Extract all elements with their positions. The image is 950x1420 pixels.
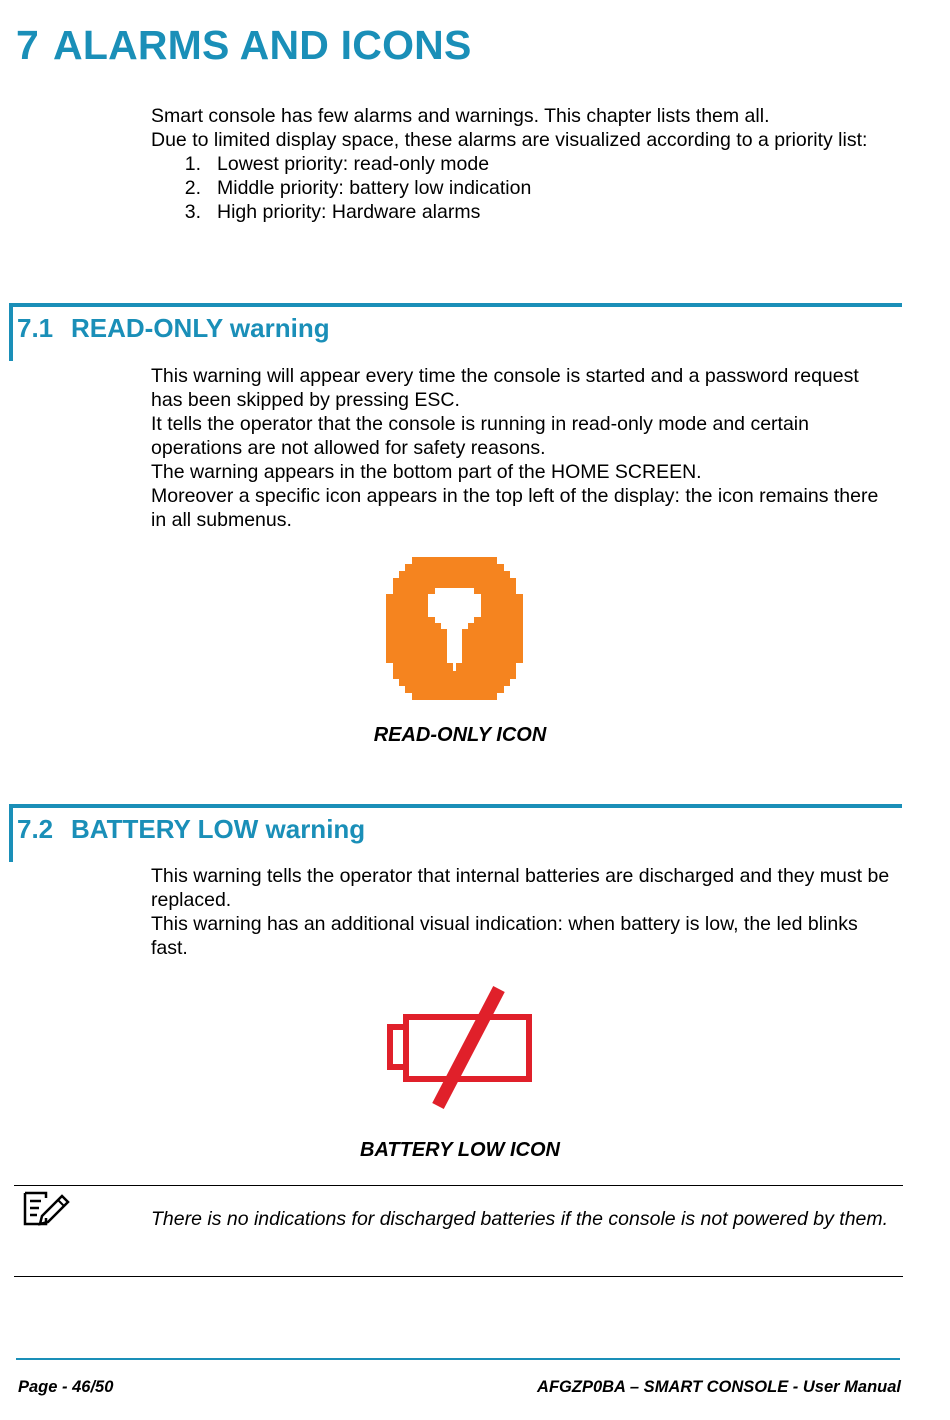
list-text: High priority: Hardware alarms — [217, 201, 481, 223]
section-header-read-only — [9, 303, 902, 361]
paragraph: This warning tells the operator that internal batteries are discharged and they must be replaced. — [151, 865, 890, 911]
priority-list — [151, 152, 891, 224]
paragraph: This warning has an additional visual indication: when battery is low, the led blinks fast. — [151, 913, 858, 959]
chapter-title — [16, 22, 472, 69]
paragraph: It tells the operator that the console is running in read-only mode and certain operations are not allowed for safety reasons. — [151, 413, 809, 459]
battery-low-description — [151, 864, 891, 960]
section-title-text: READ-ONLY warning — [71, 313, 330, 343]
read-only-description — [151, 364, 891, 532]
list-text: Middle priority: battery low indication — [217, 177, 532, 199]
keyhole-icon — [386, 557, 523, 700]
list-number: 1. — [184, 153, 201, 175]
section-title — [17, 814, 365, 845]
chapter-number: 7 — [16, 22, 40, 68]
section-header-battery-low — [9, 804, 902, 862]
list-item — [151, 152, 891, 176]
footer-divider — [16, 1358, 900, 1360]
footer-document-title: AFGZP0BA – SMART CONSOLE - User Manual — [537, 1378, 901, 1396]
section-number: 7.2 — [17, 814, 54, 844]
intro-line: Due to limited display space, these alarms are visualized according to a priority list: — [151, 129, 868, 151]
note-bottom-divider — [14, 1276, 903, 1277]
section-title-text: BATTERY LOW warning — [71, 814, 366, 844]
paragraph: This warning will appear every time the console is started and a password request has been skipped by pressing ESC. — [151, 365, 859, 411]
footer-page-number: Page - 46/50 — [18, 1378, 114, 1396]
note-top-divider — [14, 1185, 903, 1186]
note-text: There is no indications for discharged batteries if the console is not powered by them. — [151, 1208, 889, 1230]
intro-line: Smart console has few alarms and warnings. This chapter lists them all. — [151, 105, 770, 127]
list-number: 2. — [184, 177, 201, 199]
list-item — [151, 176, 891, 200]
battery-low-caption: BATTERY LOW ICON — [360, 1139, 560, 1161]
list-item — [151, 200, 891, 224]
chapter-title-text: ALARMS AND ICONS — [53, 22, 472, 68]
section-title — [17, 313, 330, 344]
paragraph: The warning appears in the bottom part of the HOME SCREEN. — [151, 461, 702, 483]
list-number: 3. — [184, 201, 201, 223]
battery-low-icon — [386, 984, 534, 1112]
note-pencil-icon — [22, 1190, 70, 1228]
list-text: Lowest priority: read-only mode — [217, 153, 490, 175]
paragraph: Moreover a specific icon appears in the top left of the display: the icon remains there in all submenus. — [151, 485, 879, 531]
section-number: 7.1 — [17, 313, 54, 343]
intro-text — [151, 104, 891, 224]
read-only-caption: READ-ONLY ICON — [373, 724, 547, 746]
